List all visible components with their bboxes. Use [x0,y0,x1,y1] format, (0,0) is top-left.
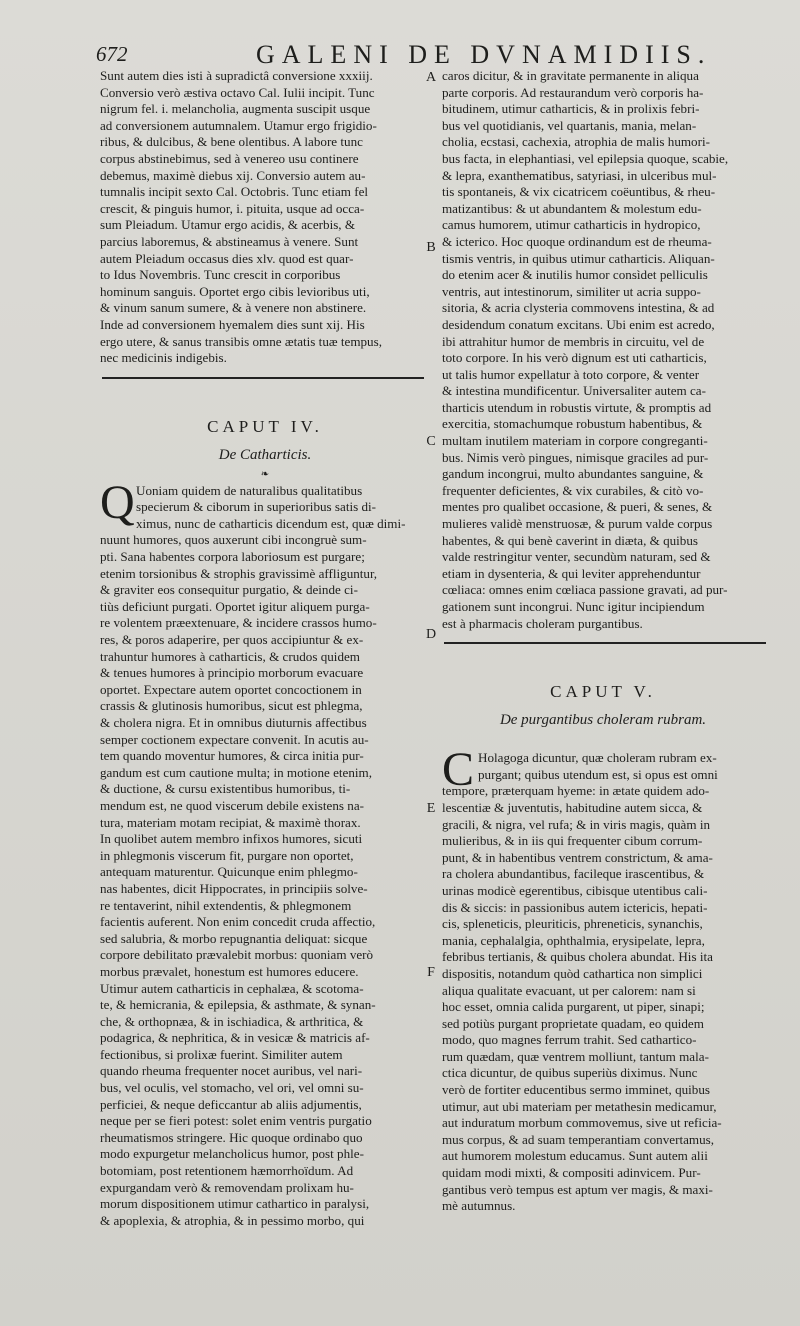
text-line: parcius laboremus, & abstineamus à venere. Sunt [100,233,359,249]
text-line: botomiam, post retentionem hæmorrhoïdum. Ad [100,1163,354,1179]
margin-letter-d: D [425,627,437,642]
text-line: nuunt humores, quos auxerunt cibi incongruè sum- [100,532,367,548]
text-line: desidendum conatum excitans. Ubi enim est acredo, [442,316,715,332]
text-line: etenim torsionibus & strophis gravissimè affliguntur, [100,565,378,581]
text-line: res, & poros adaperire, per quos accipiuntur & ex- [100,632,364,648]
text-line: nec medicinis indigebis. [100,350,227,366]
text-line: nigrum fel. i. melancholia, augmenta suscipit usque [100,101,371,117]
text-line: rum quædam, quæ ventrem molliunt, tantum mala- [442,1048,709,1064]
text-line: sitoria, & acria clysteria commovens intestina, & ad [442,300,715,316]
text-line: morbus prævalet, honestum est humores educere. [100,963,359,979]
text-line: est à pharmacis choleram purgantibus. [442,615,643,631]
text-line: sum Pleiadum. Utamur ergo acidis, & acerbis, & [100,217,356,233]
text-line: re volentem præextenuare, & incidere crassos humo- [100,615,377,631]
text-line: ibi attrahitur humor de membris in circuitu, vel de [442,333,705,349]
text-line: ribus, & dulcibus, & bene olentibus. A labore tunc [100,134,363,150]
text-line: mulieres validè menstruosæ, & purum valde corpus [442,516,713,532]
text-line: aut humorem molestum educamus. Sunt autem alii [442,1148,708,1164]
text-line: mentes pro qualibet occasione, & pueri, & senes, & [442,499,713,515]
left-column [100,68,430,1229]
text-line: tharticis utendum in robustis virtute, & promptis ad [442,399,712,415]
text-line: corpus abstinebimus, sed à venereo usu continere [100,150,359,166]
margin-letter-b: B [426,240,436,255]
chapter-subtitle: De purgantibus choleram rubram. [499,712,707,729]
margin-letter-c: C [426,434,436,449]
text-line: mè autumnus. [442,1198,516,1214]
right-top-text [442,68,764,632]
margin-letter-e: E [426,801,436,816]
left-top-text [100,68,430,367]
text-line: ra cholera abundantibus, facileque irascentibus, & [442,866,705,882]
text-line: verò de fortiter educentibus sermo imminet, quibus [442,1082,710,1098]
text-line: & cholera nigra. Et in omnibus diuturnis affectibus [100,715,367,730]
text-line: & tenues humores à principio morborum evacuare [100,665,364,681]
text-line: Holagoga dicuntur, quæ choleram rubram ex- [478,750,717,766]
text-line: ut talis humor expellatur à toto corpore, & venter [442,366,700,382]
running-title: GALENI DE DVNAMIDIIS. [256,40,712,69]
text-line: quidam modi mixti, & compositi adinvicem. Pur- [442,1165,701,1181]
text-line: te, & hemicrania, & epilepsia, & asthmate, & synan- [100,997,376,1013]
text-line: tis spontaneis, & vix cicatricem coëuntibus, & rheu- [442,184,716,200]
text-line: perficiei, & neque deficcantur ab aliis adjumentis, [100,1096,362,1112]
text-line: Conversio verò æstiva octavo Cal. Iulii incipit. Tunc [100,84,375,100]
text-line: che, & orthopnæa, & in ischiadica, & arthritica, & [100,1013,364,1029]
text-line: gracili, & nigra, vel rufa; & in viris magis, quàm in [442,816,710,832]
text-line: quando rheuma frequenter nocet auribus, vel nari- [100,1063,363,1079]
text-line: hominum sanguis. Oportet ergo cibis levioribus uti, [100,283,370,299]
chapter-heading: CAPUT IV. [207,416,323,436]
text-line: bus vel quotidianis, vel quartanis, mania, melan- [442,117,697,133]
text-line: urinas modicè egerentibus, cibisque utentibus cali- [442,882,708,898]
text-line: gationem sunt incongrui. Nunc igitur incipiendum [442,599,705,614]
text-line: purgant; quibus utendum est, si opus est omni [478,766,718,782]
text-line: ctica dicuntur, de quibus superiùs diximus. Nunc [442,1065,698,1081]
dropcap-paragraph [100,475,430,533]
dropcap-letter: Q [100,475,135,529]
text-line: Inde ad conversionem hyemalem dies sunt xij. His [100,316,365,332]
text-line: Utimur autem catharticis in cephalæa, & scotoma- [100,980,364,996]
text-line: tura, materiam motam recipiat, & maximè thorax. [100,814,361,830]
chapter-heading: CAPUT V. [550,682,656,702]
dropcap-letter: C [442,743,475,797]
text-line: trahuntur humores à catharticis, & crudos quidem [100,648,360,664]
text-line: tismis ventris, in quibus utimur catharticis. Aliquan- [442,250,715,266]
text-line: gandum est cum cautione multa; in motione etenim, [100,764,372,780]
text-line: toto corpore. In his verò dignum est uti catharticis, [442,350,707,366]
text-line: In quolibet autem membro infixos humores, sicuti [100,831,363,847]
text-line: corpore debilitato prævalebit morbus: quoniam verò [100,947,374,963]
text-line: caros dicitur, & in gravitate permanente in aliqua [442,68,699,83]
text-line: autem Pleiadum occasus dies xlv. quod est quar- [100,250,354,266]
text-line: cis, spleneticis, pleuriticis, phreneticis, synanchis, [442,916,703,932]
text-line: bus facta, in elephantiasi, vel epilepsia quoque, scabie, [442,150,729,166]
text-line: & vinum sanum sumere, & à venere non abstinere. [100,300,367,316]
text-line: multam inutilem materiam in corpore congreganti- [442,433,708,449]
text-line: fectionibus, si prolixæ fuerint. Similiter autem [100,1046,343,1062]
text-line: parte corporis. Ad restaurandum verò corporis ha- [442,84,704,100]
text-line: semper coctionem expectare convenit. In acutis au- [100,731,369,747]
text-line: mendum est, ne quod viscerum debile existens na- [100,797,364,813]
text-line: mania, cephalalgia, ophthalmia, erysipelate, lepra, [442,932,705,948]
text-line: & intestina mundificentur. Universaliter autem ca- [442,383,706,399]
text-line: pti. Sana habentes corpora laboriosum est purgare; [100,549,365,565]
text-line: morum dispositionem utimur cathartico in paralysi, [100,1196,370,1212]
text-line: & lepra, exanthematibus, satyriasi, in ulceribus mul- [442,167,717,183]
text-line: tiùs deficiunt purgati. Oportet igitur aliquem purga- [100,598,370,614]
text-line: oportet. Expectare autem oportet concoctionem in [100,681,362,697]
dropcap-lines [442,750,764,783]
text-line: expurgandam verò & removendam prolixam hu- [100,1179,354,1195]
text-line: mus corpus, & ad suam temperantiam convertamus, [442,1131,714,1147]
text-line: ergo utere, & sanus transibis omne ætatis tuæ tempus, [100,333,382,349]
text-line: do etenim acer & inutilis humor consìdet pelliculis [442,267,708,283]
text-line: valde restringitur venter, secundùm naturam, sed & [442,549,711,565]
margin-letter-a: A [425,70,437,85]
text-line: nas habentes, dicit Hippocrates, in principiis solve- [100,880,368,896]
text-line: in phlegmonis viscerum fit, purgare non oportet, [100,847,354,863]
text-line: re tentaverint, nihil extendentis, & phlegmonem [100,897,352,913]
text-line: gantibus verò tempus est aptum ver magis, & maxi- [442,1181,713,1197]
text-line: gandum incongrui, multo abundantes sanguine, & [442,466,704,482]
text-line: Uoniam quidem de naturalibus qualitatibus [136,482,363,498]
text-line: & icterico. Hoc quoque ordinandum est de rheuma- [442,233,712,249]
text-line: rheumatismos stringere. Hic quoque ordinabo quo [100,1129,363,1145]
text-line: dis & siccis: in passionibus autem ictericis, hepati- [442,899,708,915]
text-line: crescit, & pinguis humor, i. pituita, usque ad occa- [100,200,365,216]
text-line: habentes, & qui benè caverint in diæta, & quibus [442,532,698,548]
text-line: to Idus Novembris. Tunc crescit in corporibus [100,267,341,283]
page-number: 672 [96,42,128,66]
text-line: Sunt autem dies isti à supradictâ conversione xxxiij. [100,68,373,83]
text-line: ventris, aut intestinorum, similiter ut acria suppo- [442,283,701,299]
text-line: cholia, ecstasi, cachexia, atrophia de malis humori- [442,134,710,150]
text-line: crassis & glutinosis humoribus, sicut est phlegma, [100,698,363,714]
text-line: bus, vel oculis, vel stomacho, vel ori, vel omni su- [100,1080,364,1096]
text-line: podagrica, & nephritica, & in vesicæ & matricis af- [100,1030,370,1046]
text-line: etiam in dysenteria, & qui leviter apprehenduntur [442,565,701,581]
text-line: mulieribus, & in iis qui frequenter cibum corrum- [442,833,703,849]
text-line: camus humorem, utimur catharticis in hydropico, [442,217,701,233]
text-line: lescentiæ & juventutis, habitudine autem sicca, & [442,799,703,815]
text-line: & graviter eos consequitur purgatio, & deinde ci- [100,582,358,598]
text-line: facientis auferent. Non enim concedit cruda affectio, [100,914,376,930]
text-line: utimur, aut ubi materiam per metathesin medicamur, [442,1098,717,1114]
right-column [442,68,764,1215]
text-line: antequam maturentur. Quicunque enim phlegmo- [100,864,358,880]
text-line: neque per se fieri potest: solet enim ventris purgatio [100,1113,372,1129]
text-line: febribus tertianis, & quibus cholera abundat. His ita [442,949,713,965]
text-line: bitudinem, utimur catharticis, & in prolixis febri- [442,101,700,117]
text-line: specierum & ciborum in superioribus satis di- [136,499,377,515]
text-line: dispositis, notandum quòd cathartica non simplici [442,965,703,981]
text-line: debemus, maximè diebus xij. Conversio autem au- [100,167,366,183]
dropcap-lines [100,483,430,533]
text-line: aut induratum morbum commovemus, sive ut reficia- [442,1115,722,1131]
margin-letter-f: F [427,965,435,980]
text-line: tumnalis incipit sexto Cal. Octobris. Tunc etiam fel [100,184,369,200]
text-line: modo, quo magnes ferrum trahit. Sed cathartico- [442,1032,697,1048]
ornament-icon: ❧ [260,468,270,480]
text-line: frequenter deficientes, & vix curabiles, & citò vo- [442,482,704,498]
text-line: sed salubria, & morbo repugnantia deliquat: sicque [100,930,368,946]
text-line: & ductione, & cursu existentibus humoribus, ti- [100,781,351,797]
right-body-text [442,783,764,1214]
text-line: exercitia, stomachumque robustum habentibus, & [442,416,703,432]
text-line: punt, & in habentibus ventrem constrictum, & ama- [442,849,713,865]
text-line: modo expurgetur melancholicus humor, post phle- [100,1146,364,1162]
left-body-text [100,532,430,1229]
text-line: cœliaca: omnes enim cœliaca passione gravati, ad pur- [442,582,728,598]
text-line: ad conversionem autumnalem. Utamur ergo frigidio- [100,117,377,133]
chapter-subtitle: De Catharticis. [218,446,312,463]
text-line: bus. Nimis verò pingues, nimisque graciles ad pur- [442,449,709,465]
text-line: sed potiùs purgant proprietate quadam, eo quidem [442,1015,704,1031]
text-line: ximus, nunc de catharticis dicendum est, quæ dimi- [136,515,406,531]
text-line: matizantibus: & ut abundantem & molestum edu- [442,200,702,216]
text-line: & apoplexia, & atrophia, & in pessimo morbo, qui [100,1212,365,1228]
page-header [96,40,786,70]
text-line: hoc esset, omnia calida purgarent, ut piper, sinapi; [442,999,705,1015]
text-line: aliqua qualitate evacuant, ut per calorem: nam si [442,982,696,998]
text-line: tempore, præterquam hyeme: in ætate quidem ado- [442,783,710,799]
text-line: tem quando moventur humores, & circa initia pur- [100,748,364,764]
